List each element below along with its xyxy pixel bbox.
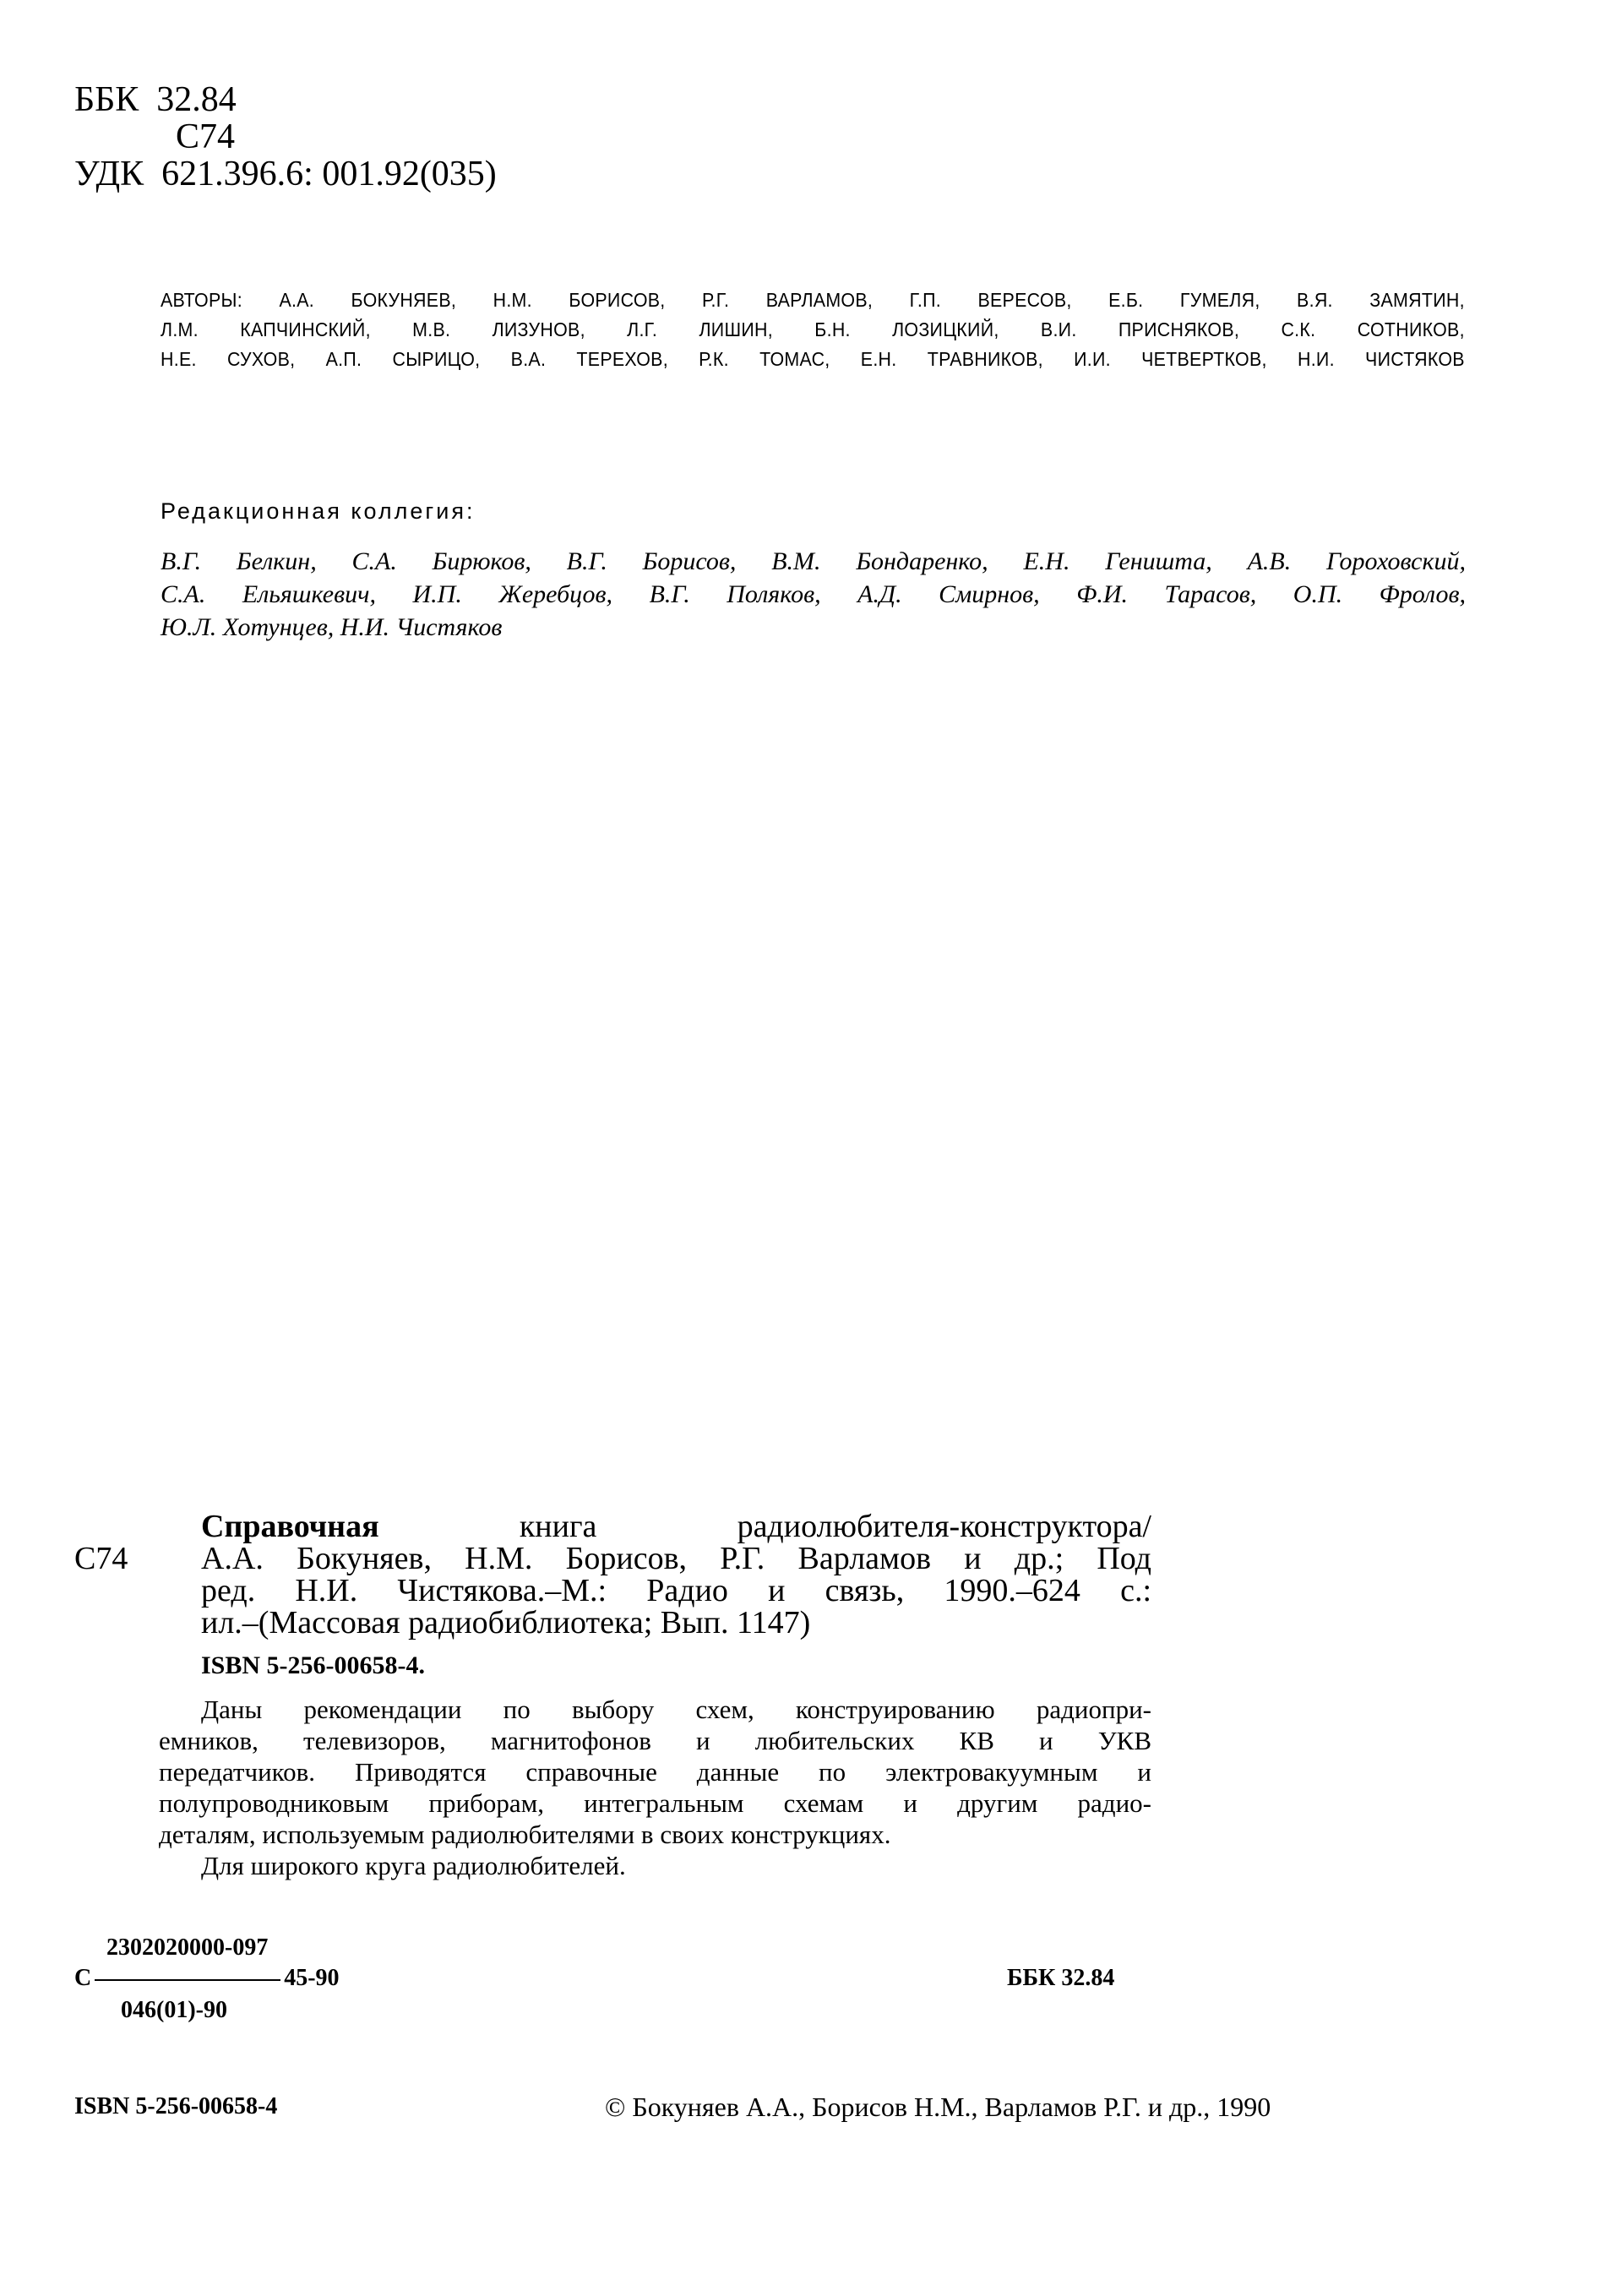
editorial-board-heading: Редакционная коллегия: <box>161 498 476 524</box>
editors-line: С.А. Ельяшкевич, И.П. Жеребцов, В.Г. Поляков, А.Д. Смирнов, Ф.И. Тарасов, О.П. Фролов, <box>161 580 1466 608</box>
annotation-line: емников, телевизоров, магнитофонов и любительских КВ и УКВ <box>159 1726 1151 1755</box>
annotation-audience: Для широкого круга радиолюбителей. <box>201 1851 626 1880</box>
annotation-line: деталям, используемым радиолюбителями в своих конструкциях. <box>159 1820 891 1849</box>
entry-line: ред. Н.И. Чистякова.–М.: Радио и связь, 1990.–624 с.: <box>201 1573 1151 1608</box>
footer-isbn: ISBN 5-256-00658-4 <box>74 2093 278 2119</box>
entry-line: А.А. Бокуняев, Н.М. Борисов, Р.Г. Варламов и др.; Под <box>201 1541 1151 1576</box>
entry-title-rest: книга радиолюбителя-конструктора/ <box>519 1509 1151 1544</box>
udk-label: УДК 621.396.6: 001.92(035) <box>74 155 497 193</box>
authors-line: Л.М. КАПЧИНСКИЙ, М.В. ЛИЗУНОВ, Л.Г. ЛИШИН, Б.Н. ЛОЗИЦКИЙ, В.И. ПРИСНЯКОВ, С.К. СОТНИКОВ, <box>161 318 1465 340</box>
author-mark: С74 <box>176 117 236 156</box>
annotation-line: Даны рекомендации по выбору схем, конструированию радиопри- <box>201 1695 1151 1724</box>
code-denominator: 046(01)-90 <box>121 1997 227 2023</box>
code-suffix: 45-90 <box>284 1965 340 1991</box>
code-prefix: С <box>74 1965 92 1991</box>
bbk-bottom: ББК 32.84 <box>1007 1965 1115 1991</box>
authors-list <box>161 286 1465 374</box>
annotation-line: передатчиков. Приводятся справочные данные по электровакуумным и <box>159 1757 1151 1787</box>
entry-title: Справочная <box>201 1509 379 1544</box>
entry-code: С74 <box>74 1541 128 1576</box>
copyright: © Бокуняев А.А., Борисов Н.М., Варламов Р.Г. и др., 1990 <box>605 2092 1271 2122</box>
editorial-board-list <box>161 545 1466 644</box>
code-numerator: 2302020000-097 <box>106 1934 269 1961</box>
annotation-line: полупроводниковым приборам, интегральным схемам и другим радио- <box>159 1788 1151 1818</box>
entry-isbn: ISBN 5-256-00658-4. <box>201 1651 426 1679</box>
entry-line: ил.–(Массовая радиобиблиотека; Вып. 1147) <box>201 1605 811 1640</box>
authors-line: АВТОРЫ: А.А. БОКУНЯЕВ, Н.М. БОРИСОВ, Р.Г. ВАРЛАМОВ, Г.П. ВЕРЕСОВ, Е.Б. ГУМЕЛЯ, В.Я. ЗАМЯТИН, <box>161 289 1465 311</box>
editors-line: Ю.Л. Хотунцев, Н.И. Чистяков <box>161 613 503 641</box>
catalog-entry <box>74 1510 1151 1639</box>
bbk-label: ББК 32.84 <box>74 80 237 119</box>
editors-line: В.Г. Белкин, С.А. Бирюков, В.Г. Борисов, В.М. Бондаренко, Е.Н. Геништа, А.В. Гороховский, <box>161 547 1466 575</box>
classification-block <box>74 81 497 193</box>
annotation <box>159 1694 1151 1881</box>
fraction-line <box>95 1979 280 1981</box>
authors-line: Н.Е. СУХОВ, А.П. СЫРИЦО, В.А. ТЕРЕХОВ, Р.К. ТОМАС, Е.Н. ТРАВНИКОВ, И.И. ЧЕТВЕРТКОВ, Н.И. ЧИСТЯКОВ <box>161 348 1465 370</box>
